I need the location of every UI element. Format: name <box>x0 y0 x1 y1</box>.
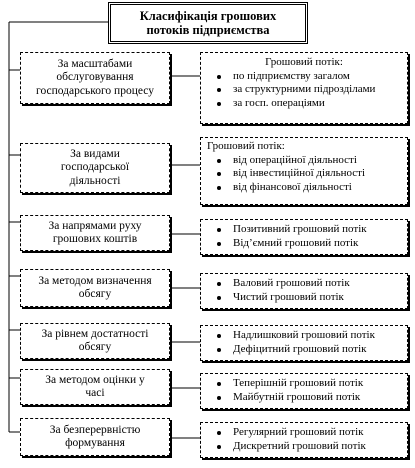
types-box-continuity <box>200 422 408 458</box>
types-box-time-valuation <box>200 373 408 409</box>
list-item: Регулярний грошовий потік <box>207 426 401 440</box>
list-item: за структурними підрозділами <box>207 83 401 97</box>
types-box-direction <box>200 219 408 255</box>
criterion-box-scale <box>20 52 170 104</box>
criterion-text: господарської <box>60 161 130 174</box>
list-item: по підприємству загалом <box>207 70 401 84</box>
list-item: Дефіцитний грошовий потік <box>207 343 401 357</box>
list-item: Надлишковий грошовий потік <box>207 329 401 343</box>
criterion-box-direction <box>20 215 170 251</box>
criterion-text: За рівнем достатності <box>41 327 149 340</box>
criterion-text: За методом оцінки у <box>45 373 145 386</box>
list-item: Теперішній грошовий потік <box>207 377 401 391</box>
criterion-text: діяльності <box>69 174 121 187</box>
classification-title <box>108 2 308 44</box>
title-line-2: потоків підприємства <box>146 23 270 37</box>
criterion-text: За безперервністю <box>49 423 141 436</box>
types-header: Грошовий потік: <box>207 140 285 152</box>
criterion-box-sufficiency <box>20 323 170 359</box>
criterion-box-volume-method <box>20 269 170 307</box>
types-box-volume-method <box>200 273 408 309</box>
list-item: Дискретний грошовий потік <box>207 440 401 454</box>
types-box-activity <box>200 137 408 205</box>
list-item: Чистий грошовий потік <box>207 291 401 305</box>
criterion-text: грошових коштів <box>52 233 138 245</box>
criterion-text: За видами <box>70 147 120 160</box>
list-item: Від’ємний грошовий потік <box>207 237 401 251</box>
list-item: Позитивний грошовий потік <box>207 223 401 237</box>
criterion-text: обсягу <box>78 341 112 353</box>
list-item: за госп. операціями <box>207 97 401 111</box>
criterion-box-continuity <box>20 418 170 456</box>
criterion-box-activity <box>20 143 170 193</box>
title-line-1: Класифікація грошових <box>139 9 277 23</box>
criterion-text: господарського процесу <box>36 84 154 97</box>
types-header: Грошовий потік: <box>265 56 343 68</box>
criterion-text: За масштабами <box>57 57 133 70</box>
criterion-text: часі <box>85 387 105 399</box>
criterion-text: формування <box>65 437 125 449</box>
criterion-text: обслуговування <box>56 71 134 84</box>
list-item: Майбутній грошовий потік <box>207 391 401 405</box>
types-box-sufficiency <box>200 325 408 361</box>
criterion-box-time-valuation <box>20 369 170 405</box>
criterion-text: обсягу <box>78 288 112 300</box>
list-item: від операційної діяльності <box>207 154 401 168</box>
types-box-scale <box>200 52 408 124</box>
list-item: від фінансової діяльності <box>207 181 401 195</box>
list-item: від інвестиційної діяльності <box>207 167 401 181</box>
list-item: Валовий грошовий потік <box>207 277 401 291</box>
criterion-text: За напрямами руху <box>48 219 142 232</box>
criterion-text: За методом визначення <box>38 274 152 287</box>
